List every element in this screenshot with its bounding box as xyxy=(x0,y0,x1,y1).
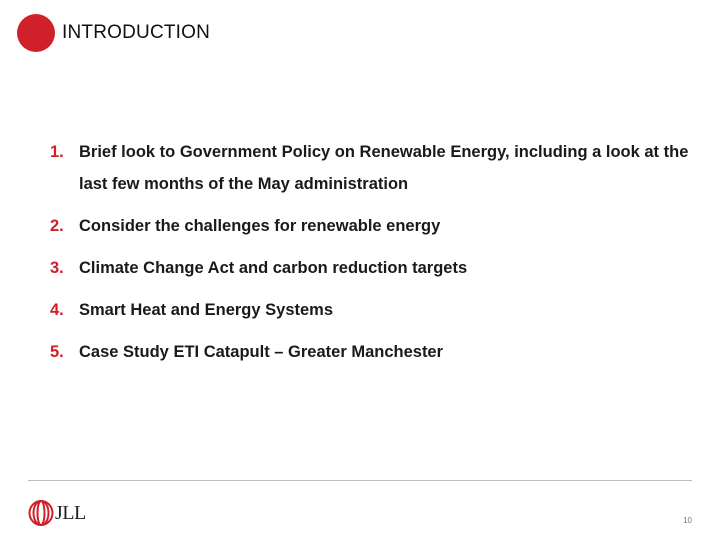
agenda-item xyxy=(50,336,690,368)
jll-logo xyxy=(28,500,86,526)
agenda-item xyxy=(50,136,690,200)
jll-logo-icon xyxy=(28,500,54,526)
agenda-item-number: 2. xyxy=(50,217,64,235)
page-title: INTRODUCTION xyxy=(62,22,211,43)
agenda-item xyxy=(50,252,690,284)
agenda-item-number: 4. xyxy=(50,301,64,319)
logo-text: JLL xyxy=(55,501,86,524)
agenda-item-number: 5. xyxy=(50,343,64,361)
page-number: 10 xyxy=(683,516,692,525)
agenda-item-number: 1. xyxy=(50,143,64,161)
agenda-item xyxy=(50,210,690,242)
agenda-item-text: Brief look to Government Policy on Renewable Energy, including a look at the last few months of the May administration xyxy=(79,143,689,193)
agenda-item-text: Smart Heat and Energy Systems xyxy=(79,301,334,319)
agenda-list xyxy=(50,136,690,378)
title-accent-dot xyxy=(17,14,55,52)
agenda-item-text: Climate Change Act and carbon reduction targets xyxy=(79,259,468,277)
agenda-item-text: Case Study ETI Catapult – Greater Manchester xyxy=(79,343,444,361)
agenda-item-text: Consider the challenges for renewable energy xyxy=(79,217,441,235)
footer-divider xyxy=(28,480,692,481)
agenda-item xyxy=(50,294,690,326)
agenda-item-number: 3. xyxy=(50,259,64,277)
